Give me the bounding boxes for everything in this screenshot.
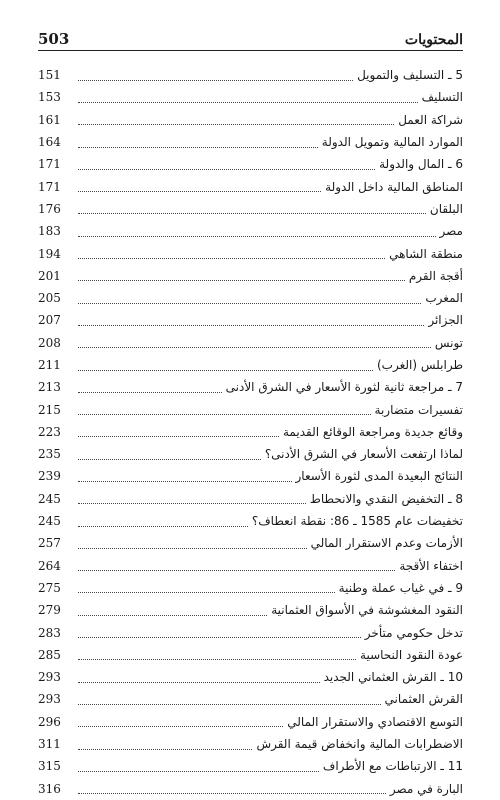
toc-page-number: 183 <box>38 224 61 239</box>
toc-title: تدخل حكومي متأخر <box>364 625 463 640</box>
toc-title: أقجة القرم <box>408 268 463 283</box>
toc-page-number: 279 <box>38 603 61 618</box>
leader-dots <box>78 681 320 683</box>
table-of-contents <box>38 64 463 800</box>
toc-title: 7 ـ مراجعة ثانية لثورة الأسعار في الشرق الأدنى <box>225 380 463 395</box>
toc-page-number: 257 <box>38 536 61 551</box>
toc-entry <box>38 265 463 287</box>
toc-title: منطقة الشاهي <box>389 246 463 261</box>
toc-entry <box>38 332 463 354</box>
toc-entry <box>38 443 463 465</box>
toc-page-number: 245 <box>38 514 61 529</box>
leader-dots <box>78 212 426 214</box>
toc-entry <box>38 198 463 220</box>
toc-page-number: 285 <box>38 647 61 662</box>
toc-page-number: 235 <box>38 447 61 462</box>
toc-page-number: 205 <box>38 291 61 306</box>
leader-dots <box>78 636 361 638</box>
leader-dots <box>78 235 436 237</box>
toc-page-number: 283 <box>38 625 61 640</box>
toc-title: الاضطرابات المالية وانخفاض قيمة القرش <box>256 737 463 752</box>
leader-dots <box>78 435 279 437</box>
leader-dots <box>78 190 321 192</box>
toc-title: النقود المغشوشة في الأسواق العثمانية <box>271 603 463 618</box>
toc-page-number: 151 <box>38 68 61 83</box>
toc-title: اختفاء الأقجة <box>399 558 463 573</box>
toc-title: الموارد المالية وتمويل الدولة <box>321 135 463 150</box>
leader-dots <box>78 391 222 393</box>
page-title: المحتويات <box>404 32 463 48</box>
leader-dots <box>78 591 335 593</box>
toc-entry <box>38 688 463 710</box>
toc-title: 5 ـ التسليف والتمويل <box>357 68 463 83</box>
toc-page-number: 201 <box>38 268 61 283</box>
toc-entry <box>38 220 463 242</box>
toc-entry <box>38 711 463 733</box>
page-header <box>38 28 463 51</box>
toc-entry <box>38 109 463 131</box>
toc-title: 8 ـ التخفيض النقدي والانحطاط <box>309 491 463 506</box>
toc-title: البارة في مصر <box>389 781 463 796</box>
toc-page-number: 293 <box>38 670 61 685</box>
toc-entry <box>38 510 463 532</box>
toc-entry <box>38 488 463 510</box>
toc-entry <box>38 421 463 443</box>
toc-title: تفسيرات متضاربة <box>374 402 463 417</box>
toc-page-number: 239 <box>38 469 61 484</box>
toc-entry <box>38 376 463 398</box>
toc-entry <box>38 131 463 153</box>
toc-page-number: 275 <box>38 580 61 595</box>
leader-dots <box>78 346 431 348</box>
toc-page-number: 296 <box>38 714 61 729</box>
toc-entry <box>38 175 463 197</box>
leader-dots <box>78 123 394 125</box>
toc-entry <box>38 599 463 621</box>
toc-entry <box>38 86 463 108</box>
toc-title: النتائج البعيدة المدى لثورة الأسعار <box>295 469 463 484</box>
leader-dots <box>78 369 373 371</box>
toc-page-number: 194 <box>38 246 61 261</box>
toc-title: 11 ـ الارتباطات مع الأطراف <box>322 759 463 774</box>
toc-entry <box>38 778 463 800</box>
leader-dots <box>78 480 292 482</box>
toc-title: تونس <box>434 335 463 350</box>
leader-dots <box>78 703 381 705</box>
toc-page-number: 211 <box>38 358 61 372</box>
toc-page-number: 316 <box>38 781 61 796</box>
leader-dots <box>78 324 424 326</box>
leader-dots <box>78 168 375 170</box>
toc-entry <box>38 555 463 577</box>
toc-title: تخفيضات عام 1585 ـ 86: نقطة انعطاف؟ <box>251 514 463 529</box>
toc-page-number: 161 <box>38 112 61 127</box>
leader-dots <box>78 725 283 727</box>
toc-entry <box>38 242 463 264</box>
toc-title: 6 ـ المال والدولة <box>379 157 463 172</box>
toc-title: التسليف <box>421 90 463 105</box>
toc-entry <box>38 64 463 86</box>
toc-entry <box>38 398 463 420</box>
leader-dots <box>78 525 248 527</box>
toc-title: الأزمات وعدم الاستقرار المالي <box>310 536 463 551</box>
toc-title: شراكة العمل <box>398 112 463 127</box>
toc-entry <box>38 666 463 688</box>
leader-dots <box>78 658 356 660</box>
toc-page-number: 164 <box>38 135 61 150</box>
leader-dots <box>78 614 267 616</box>
leader-dots <box>78 458 261 460</box>
toc-entry <box>38 354 463 376</box>
toc-title: التوسع الاقتصادي والاستقرار المالي <box>287 714 463 729</box>
leader-dots <box>78 502 306 504</box>
toc-page-number: 315 <box>38 759 61 774</box>
leader-dots <box>78 792 386 794</box>
toc-title: طرابلس (الغرب) <box>377 358 463 372</box>
toc-entry <box>38 577 463 599</box>
leader-dots <box>78 302 421 304</box>
toc-page-number: 208 <box>38 335 61 350</box>
toc-entry <box>38 532 463 554</box>
toc-title: لماذا ارتفعت الأسعار في الشرق الأدنى؟ <box>264 447 463 462</box>
leader-dots <box>78 279 405 281</box>
leader-dots <box>78 101 418 103</box>
toc-title: 9 ـ في غياب عملة وطنية <box>338 580 463 595</box>
toc-entry <box>38 644 463 666</box>
toc-title: الجزائر <box>428 313 463 328</box>
leader-dots <box>78 748 252 750</box>
toc-page-number: 207 <box>38 313 61 328</box>
toc-page-number: 293 <box>38 692 61 707</box>
toc-page-number: 213 <box>38 380 61 395</box>
toc-entry <box>38 287 463 309</box>
toc-page-number: 223 <box>38 424 61 439</box>
leader-dots <box>78 146 318 148</box>
leader-dots <box>78 79 353 81</box>
toc-title: المغرب <box>425 291 463 306</box>
toc-title: البلقان <box>429 201 463 216</box>
leader-dots <box>78 569 395 571</box>
toc-title: وقائع جديدة ومراجعة الوقائع القديمة <box>282 424 463 439</box>
toc-title: المناطق المالية داخل الدولة <box>325 179 463 194</box>
toc-page-number: 171 <box>38 157 61 172</box>
toc-title: مصر <box>439 224 463 239</box>
toc-page-number: 264 <box>38 558 61 573</box>
page-number: 503 <box>38 30 70 48</box>
leader-dots <box>78 413 371 415</box>
toc-page-number: 153 <box>38 90 61 105</box>
toc-entry <box>38 153 463 175</box>
toc-title: عودة النقود النحاسية <box>360 647 463 662</box>
toc-page-number: 176 <box>38 201 61 216</box>
toc-page-number: 171 <box>38 179 61 194</box>
toc-title: 10 ـ القرش العثماني الجديد <box>323 670 463 685</box>
toc-title: القرش العثماني <box>384 692 463 707</box>
toc-entry <box>38 621 463 643</box>
leader-dots <box>78 547 307 549</box>
toc-page-number: 311 <box>38 737 61 752</box>
toc-page-number: 215 <box>38 402 61 417</box>
leader-dots <box>78 770 319 772</box>
toc-entry <box>38 465 463 487</box>
toc-entry <box>38 309 463 331</box>
leader-dots <box>78 257 385 259</box>
toc-entry <box>38 755 463 777</box>
toc-page-number: 245 <box>38 491 61 506</box>
